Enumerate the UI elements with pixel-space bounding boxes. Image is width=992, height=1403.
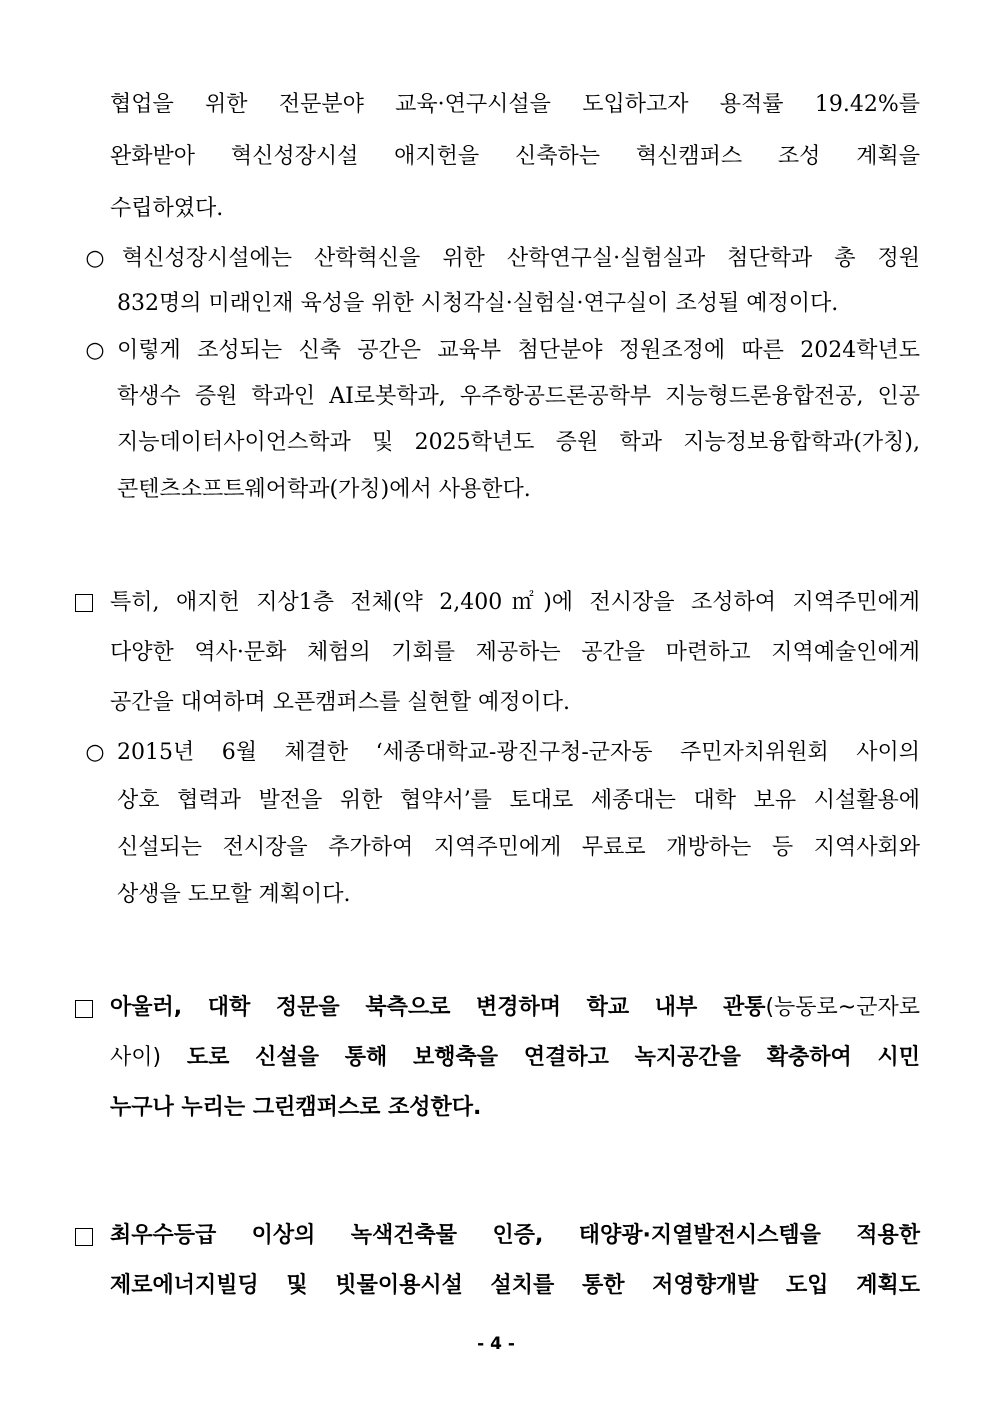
text-line: 최우수등급 이상의 녹색건축물 인증, 태양광·지열발전시스템을 적용한 [110, 1223, 920, 1248]
text-line: 협업을 위한 전문분야 교육·연구시설을 도입하고자 용적률 19.42%를 [110, 92, 920, 117]
text-line: 콘텐츠소프트웨어학과(가칭)에서 사용한다. [117, 477, 531, 502]
text-line: 832명의 미래인재 육성을 위한 시청각실·실험실·연구실이 조성될 예정이다. [117, 291, 839, 316]
square-bullet-icon [75, 1228, 93, 1246]
text-line: 다양한 역사·문화 체험의 기회를 제공하는 공간을 마련하고 지역예술인에게 [110, 640, 920, 665]
text-line: 완화받아 혁신성장시설 애지헌을 신축하는 혁신캠퍼스 조성 계획을 [110, 144, 920, 169]
plain-phrase: 사이) [110, 1045, 162, 1070]
text-line: 특히, 애지헌 지상1층 전체(약 2,400㎡)에 전시장을 조성하여 지역주민에게 [110, 590, 920, 615]
circle-bullet-icon: ○ [85, 246, 105, 271]
text-line: 수립하였다. [110, 196, 224, 221]
square-bullet-icon [75, 1000, 93, 1018]
text-line: 이렇게 조성되는 신축 공간은 교육부 첨단분야 정원조정에 따른 2024학년도 [117, 338, 920, 363]
bold-phrase: 도로 신설을 통해 보행축을 연결하고 녹지공간을 확충하여 시민 [161, 1045, 920, 1070]
text-line [110, 993, 920, 1023]
text-line [110, 1043, 920, 1073]
text-line: 신설되는 전시장을 추가하여 지역주민에게 무료로 개방하는 등 지역사회와 [117, 835, 920, 860]
text-line: 누구나 누리는 그린캠퍼스로 조성한다. [110, 1095, 482, 1120]
circle-bullet-icon: ○ [85, 338, 105, 363]
text-line: 지능데이터사이언스학과 및 2025학년도 증원 학과 지능정보융합학과(가칭), [117, 430, 920, 455]
plain-phrase: (능동로~군자로 [765, 995, 920, 1020]
circle-bullet-icon: ○ [85, 740, 105, 765]
square-bullet-icon [75, 594, 93, 612]
text-line: 상호 협력과 발전을 위한 협약서’를 토대로 세종대는 대학 보유 시설활용에 [117, 788, 920, 813]
text-line: 혁신성장시설에는 산학혁신을 위한 산학연구실·실험실과 첨단학과 총 정원 [122, 246, 920, 271]
text-line: 상생을 도모할 계획이다. [117, 882, 351, 907]
text-line: 제로에너지빌딩 및 빗물이용시설 설치를 통한 저영향개발 도입 계획도 [110, 1273, 920, 1298]
text-line: 학생수 증원 학과인 AI로봇학과, 우주항공드론공학부 지능형드론융합전공, 인공 [117, 384, 920, 409]
text-line: 공간을 대여하며 오픈캠퍼스를 실현할 예정이다. [110, 690, 571, 715]
bold-phrase: 아울러, 대학 정문을 북측으로 변경하며 학교 내부 관통 [110, 995, 766, 1020]
text-line: 2015년 6월 체결한 ‘세종대학교-광진구청-군자동 주민자치위원회 사이의 [117, 740, 920, 765]
page-number: - 4 - [477, 1334, 515, 1354]
